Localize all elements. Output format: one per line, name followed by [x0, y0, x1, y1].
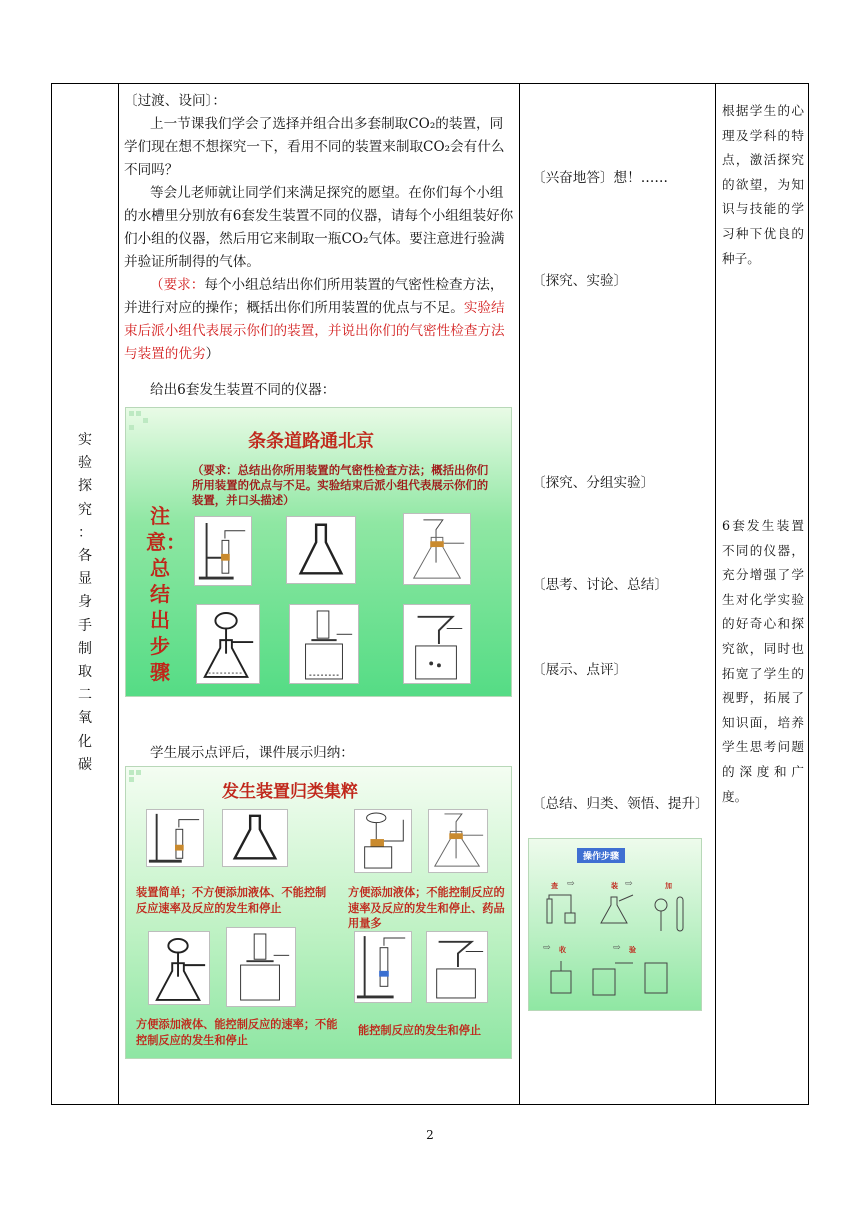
step-apparatus-1	[541, 893, 577, 927]
req-open: （要求：	[150, 277, 205, 293]
apparatus-flask-with-funnel	[403, 513, 471, 585]
step-label-collect: 收	[559, 946, 566, 954]
apparatus-test-tube-stand	[194, 516, 252, 586]
paragraph-question: 上一节课我们学会了选择并组合出多套制取CO₂的装置，同学们现在想不想探究一下，看用不同的装置来制取CO₂会有什么不同吗？	[124, 116, 505, 178]
apparatus-flask	[222, 809, 288, 867]
step-apparatus-4	[543, 957, 579, 997]
slide-operation-steps: 操作步骤 查 ⇨ 装 ⇨ 加 ⇨ 收 ⇨ 验	[528, 838, 702, 1011]
slide-roads-to-beijing	[125, 407, 512, 697]
paragraph-summary: 学生展示点评后，课件展示归纳：	[150, 745, 354, 761]
section-label-char: 取	[78, 664, 92, 681]
student-answer-1: 〔兴奋地答〕想！……	[532, 170, 668, 186]
column-divider	[715, 84, 716, 1104]
slide3-title: 操作步骤	[577, 848, 625, 863]
apparatus-simple-tube	[146, 809, 204, 867]
student-answer-6: 〔总结、归类、领悟、提升〕	[532, 796, 709, 812]
apparatus-syringe-bottle	[226, 927, 296, 1007]
step-apparatus-6	[641, 957, 671, 997]
step-label-assemble: 装	[611, 882, 618, 890]
req-body: 每个小组总结出你们所用装置的气密性检查方法，并进行对应的操作；概括出你们所用装置的优点与不足。	[124, 277, 504, 316]
section-label-char: 制	[78, 640, 92, 657]
student-answer-2: 〔探究、实验〕	[532, 273, 628, 289]
apparatus-funnel-bottle-2	[426, 931, 488, 1003]
req-close: ）	[205, 346, 220, 362]
section-label-char: 验	[78, 455, 92, 472]
slide1-requirement: （要求：总结出你所用装置的气密性检查方法；概括出你们所用装置的优点与不足。实验结束后派小组代表展示你们的装置，并口头描述）	[192, 463, 489, 507]
paragraph-instructions: 等会儿老师就让同学们来满足探究的愿望。在你们每个小组的水槽里分别放有6套发生装置不同的仪器，请每个小组组装好你们小组的仪器，然后用它来制取一瓶CO₂气体。要注意进行验满并验证所制得的气体。	[124, 185, 514, 270]
page-number: 2	[426, 1128, 434, 1142]
slide1-note: 注意：总结出步骤	[146, 504, 186, 684]
section-label-char: 化	[78, 733, 92, 750]
slide2-caption-3: 方便添加液体、能控制反应的速率；不能控制反应的发生和停止	[136, 1018, 338, 1047]
lesson-table	[51, 83, 809, 1105]
section-label-char: 实	[78, 432, 92, 448]
slide2-caption-1: 装置简单；不方便添加液体、不能控制反应速率及反应的发生和停止	[136, 886, 327, 915]
design-note-2: 6套发生装置不同的仪器，充分增强了学生对化学实验的好奇心和探究欲，同时也拓宽了学生的视野，拓展了知识面，培养学生思考问题的深度和广度。	[722, 518, 804, 804]
paragraph-requirements	[124, 274, 516, 366]
student-answer-3: 〔探究、分组实验〕	[532, 475, 655, 491]
teacher-activity	[124, 90, 516, 402]
step-label-verify: 验	[629, 946, 636, 954]
section-label-char: 氧	[78, 710, 92, 727]
apparatus-flask-long-funnel	[428, 809, 488, 873]
slide1-title: 条条道路通北京	[248, 431, 374, 452]
section-column	[52, 84, 118, 1104]
section-label-char: 碳	[78, 756, 92, 773]
section-label-char: 手	[78, 617, 92, 634]
slide2-title: 发生装置归类集粹	[222, 782, 358, 802]
paragraph-give: 给出6套发生装置不同的仪器：	[150, 382, 336, 398]
section-label-char: ：	[78, 524, 92, 541]
column-divider	[118, 84, 119, 1104]
student-answer-5: 〔展示、点评〕	[532, 662, 628, 678]
design-note-1: 根据学生的心理及学科的特点，激活探究的欲望，为知识与技能的学习种下优良的种子。	[722, 103, 804, 266]
student-answer-4: 〔思考、讨论、总结〕	[532, 577, 668, 593]
slide2-caption-4: 能控制反应的发生和停止	[358, 1024, 482, 1037]
column-divider	[519, 84, 520, 1104]
section-label-char: 显	[78, 571, 92, 588]
step-apparatus-5	[587, 955, 637, 999]
apparatus-conical-flask	[286, 516, 356, 584]
teacher-activity-2	[124, 742, 516, 765]
apparatus-flask-separatory	[196, 604, 260, 684]
apparatus-funnel-bottle	[354, 809, 412, 873]
section-label-char: 身	[78, 594, 92, 611]
section-label-char: 二	[78, 687, 92, 704]
step-apparatus-3	[651, 891, 691, 935]
slide-device-summary	[125, 766, 512, 1059]
apparatus-bottle-syringe	[289, 604, 359, 684]
apparatus-sep-funnel-flask	[148, 931, 210, 1005]
slide2-caption-2: 方便添加液体；不能控制反应的速率及反应的发生和停止、药品用量多	[348, 886, 505, 930]
section-label	[52, 429, 118, 777]
step-label-check: 查	[551, 882, 558, 890]
section-label-char: 各	[78, 548, 92, 565]
section-label-char: 究	[78, 501, 92, 518]
apparatus-bottle-funnel	[403, 604, 471, 684]
transition-label: 〔过渡、设问〕：	[124, 93, 226, 109]
step-apparatus-2	[597, 891, 639, 927]
section-label-char: 探	[78, 478, 92, 495]
step-label-add: 加	[665, 882, 672, 890]
apparatus-tube-clamp	[354, 931, 412, 1003]
req-red: 实验结束后派小组代表展示你们的装置，并说出你们的气密性检查方法与装置的优劣	[124, 300, 505, 362]
